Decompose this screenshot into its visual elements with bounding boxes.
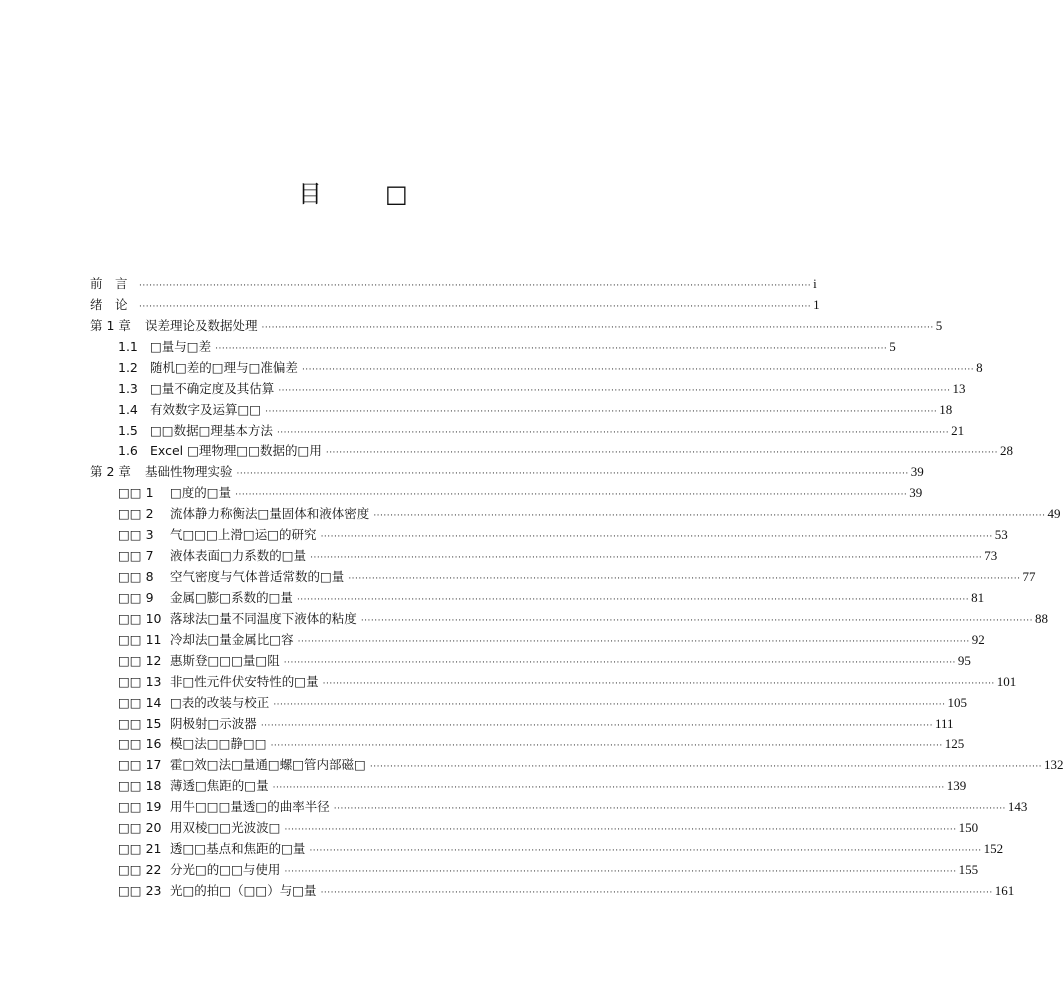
toc-entry[interactable] (118, 672, 1017, 692)
toc-entry-title: 落球法□量不同温度下液体的粘度 (170, 610, 357, 626)
toc-leader-dots: ········································································································································································································ (320, 887, 993, 898)
toc-leader-dots: ········································································································································································································ (270, 741, 943, 752)
toc-entry-number: 绪 论 (90, 296, 128, 312)
toc-entry[interactable] (118, 609, 1048, 629)
toc-entry-number: 1.1 (118, 338, 138, 354)
toc-entry[interactable] (118, 421, 965, 441)
toc-entry-title: 用双棱□□光波波□ (170, 820, 281, 836)
toc-entry[interactable] (118, 358, 983, 378)
toc-entry-page: 125 (944, 736, 965, 752)
toc-entry-number: □□ 10 (118, 610, 162, 626)
toc-entry-page: 81 (971, 589, 985, 605)
toc-entry-page: 132 (1044, 757, 1064, 773)
toc-entry[interactable] (118, 776, 967, 796)
toc-entry-title: □量与□差 (150, 338, 212, 354)
toc-entry-number: □□ 20 (118, 820, 162, 836)
toc-entry-number: □□ 14 (118, 694, 162, 710)
toc-entry-title: □度的□量 (170, 485, 232, 501)
toc-entry[interactable] (118, 483, 923, 503)
toc-entry-title: 惠斯登□□□量□阻 (170, 652, 280, 668)
toc-entry-title: 模□法□□静□□ (170, 736, 267, 752)
toc-entry-page: 139 (946, 778, 967, 794)
toc-leader-dots: ········································································································································································································ (273, 699, 946, 710)
toc-entry-page: 101 (996, 673, 1017, 689)
toc-leader-dots: ········································································································································································································ (261, 322, 934, 333)
toc-entry-title: 液体表面□力系数的□量 (170, 548, 307, 564)
toc-entry[interactable] (118, 525, 1008, 545)
toc-entry-number: □□ 19 (118, 799, 162, 815)
toc-entry[interactable] (90, 274, 817, 294)
toc-entry[interactable] (118, 379, 966, 399)
toc-leader-dots: ········································································································································································································ (278, 385, 951, 396)
toc-entry-title: 用牛□□□量透□的曲率半径 (170, 799, 330, 815)
toc-leader-dots: ········································································································································································································ (236, 469, 909, 480)
toc-entry-number: □□ 13 (118, 673, 162, 689)
toc-entry-number: □□ 2 (118, 506, 154, 522)
toc-entry-number: 1.4 (118, 401, 138, 417)
toc-entry-title: 金属□膨□系数的□量 (170, 589, 293, 605)
toc-entry-page: 8 (976, 359, 983, 375)
toc-entry-number: □□ 22 (118, 862, 162, 878)
toc-entry[interactable] (118, 504, 1061, 524)
toc-entry-title: 气□□□上滑□运□的研究 (170, 527, 317, 543)
toc-leader-dots: ········································································································································································································ (139, 301, 812, 312)
toc-entry-title: 霍□效□法□量通□螺□管内部磁□ (170, 757, 366, 773)
toc-entry-title: □量不确定度及其估算 (150, 380, 275, 396)
toc-entry-title: □表的改装与校正 (170, 694, 270, 710)
toc-entry-page: 150 (958, 820, 979, 836)
toc-entry-title: Excel □理物理□□数据的□用 (150, 443, 322, 459)
toc-entry-number: □□ 8 (118, 569, 154, 585)
toc-entry-number: 1.3 (118, 380, 138, 396)
toc-entry-page: 53 (994, 527, 1008, 543)
toc-entry-number: 前 言 (90, 276, 128, 291)
toc-entry[interactable] (118, 818, 979, 838)
toc-entry-number: 第 1 章 (90, 317, 131, 333)
toc-entry-title: 流体静力称衡法□量固体和液体密度 (170, 506, 370, 522)
toc-entry-page: 21 (951, 422, 965, 438)
toc-leader-dots: ········································································································································································································ (310, 553, 983, 564)
toc-entry-page: 111 (934, 715, 954, 731)
toc-leader-dots: ········································································································································································································ (283, 657, 956, 668)
toc-leader-dots: ········································································································································································································ (297, 636, 970, 647)
toc-entry[interactable] (118, 588, 985, 608)
toc-entry-page: 143 (1007, 799, 1028, 815)
toc-leader-dots: ········································································································································································································ (265, 406, 938, 417)
toc-entry-number: □□ 9 (118, 589, 154, 605)
toc-entry-title: 基础性物理实验 (145, 464, 233, 480)
toc-entry-title: 光□的拍□（□□）与□量 (170, 882, 317, 898)
toc-leader-dots: ········································································································································································································ (325, 448, 998, 459)
toc-leader-dots: ········································································································································································································ (322, 678, 995, 689)
toc-entry[interactable] (118, 839, 1004, 859)
toc-entry[interactable] (90, 462, 924, 482)
toc-leader-dots: ········································································································································································································ (235, 490, 908, 501)
toc-entry-number: □□ 3 (118, 527, 154, 543)
toc-entry-page: 88 (1034, 610, 1048, 626)
toc-entry-page: 28 (1000, 443, 1013, 459)
toc-entry[interactable] (118, 693, 967, 713)
toc-entry-title: 误差理论及数据处理 (145, 317, 258, 333)
toc-leader-dots: ········································································································································································································ (284, 867, 957, 878)
toc-entry-page: 73 (984, 548, 998, 564)
toc-entry-number: □□ 23 (118, 882, 162, 898)
toc-entry[interactable] (118, 714, 954, 734)
toc-entry[interactable] (118, 400, 953, 420)
toc-leader-dots: ········································································································································································································ (360, 615, 1033, 626)
toc-entry-page: 39 (909, 485, 923, 501)
toc-entry-number: □□ 12 (118, 652, 162, 668)
toc-entry[interactable] (118, 860, 979, 880)
toc-entry-page: 92 (971, 631, 985, 647)
toc-entry-page: 77 (1022, 569, 1036, 585)
toc-entry[interactable] (118, 337, 896, 357)
toc-leader-dots: ········································································································································································································ (296, 594, 970, 605)
toc-entry-page: 39 (910, 464, 924, 480)
toc-entry-number: □□ 7 (118, 548, 154, 564)
toc-entry-page: 155 (958, 862, 979, 878)
toc-entry-title: 有效数字及运算□□ (150, 401, 262, 417)
toc-entry-title: 非□性元件伏安特性的□量 (170, 673, 319, 689)
toc-entry-title: 冷却法□量金属比□容 (170, 631, 294, 647)
toc-entry-page: 5 (889, 338, 896, 354)
toc-leader-dots: ········································································································································································································ (284, 825, 957, 836)
toc-entry-title: 薄透□焦距的□量 (170, 778, 269, 794)
toc-entry[interactable] (118, 734, 965, 754)
toc-entry-page: 13 (952, 380, 966, 396)
page-title-char-1: 目 (298, 180, 322, 208)
page-title (0, 178, 706, 214)
toc-entry[interactable] (90, 295, 820, 315)
toc-leader-dots: ········································································································································································································ (348, 574, 1021, 585)
toc-entry[interactable] (118, 651, 971, 671)
toc-entry[interactable] (118, 567, 1036, 587)
toc-entry[interactable] (118, 797, 1028, 817)
toc-leader-dots: ········································································································································································································ (369, 762, 1043, 773)
toc-entry[interactable] (118, 630, 985, 650)
toc-entry-page: 161 (994, 882, 1015, 898)
toc-leader-dots: ········································································································································································································ (301, 364, 975, 375)
toc-entry-page: 1 (813, 296, 820, 312)
toc-entry-title: 透□□基点和焦距的□量 (170, 841, 306, 857)
toc-entry[interactable] (118, 546, 998, 566)
toc-entry[interactable] (118, 441, 1013, 461)
toc-entry-number: □□ 16 (118, 736, 162, 752)
toc-entry-number: □□ 17 (118, 757, 162, 773)
toc-leader-dots: ········································································································································································································ (373, 511, 1046, 522)
toc-entry[interactable] (118, 755, 1064, 775)
toc-entry-page: 18 (939, 401, 953, 417)
toc-leader-dots: ········································································································································································································ (215, 343, 888, 354)
toc-entry-number: 1.2 (118, 359, 138, 375)
toc-entry-number: □□ 11 (118, 631, 162, 647)
toc-entry-page: 49 (1047, 506, 1061, 522)
toc-entry-number: □□ 15 (118, 715, 162, 731)
toc-entry-number: □□ 1 (118, 485, 154, 501)
toc-entry-title: 分光□的□□与使用 (170, 862, 281, 878)
toc-entry-number: 第 2 章 (90, 464, 131, 480)
page-title-char-2: □ (385, 180, 408, 208)
toc-leader-dots: ········································································································································································································ (272, 783, 945, 794)
toc-entry-page: 95 (957, 652, 971, 668)
toc-entry[interactable] (90, 316, 943, 336)
toc-entry-title: 阴极射□示波器 (170, 715, 257, 731)
toc-entry-page: 5 (935, 317, 943, 333)
toc-entry-number: 1.5 (118, 422, 138, 438)
toc-leader-dots: ········································································································································································································ (260, 720, 933, 731)
toc-entry-page: 105 (947, 694, 967, 710)
toc-entry-number: 1.6 (118, 443, 138, 459)
toc-entry-number: □□ 21 (118, 841, 162, 857)
toc-entry-number: □□ 18 (118, 778, 162, 794)
toc-leader-dots: ········································································································································································································ (276, 427, 950, 438)
toc-leader-dots: ········································································································································································································ (333, 804, 1006, 815)
toc-entry-page: 152 (983, 841, 1004, 857)
toc-leader-dots: ········································································································································································································ (320, 532, 993, 543)
toc-entry[interactable] (118, 881, 1015, 901)
toc-leader-dots: ········································································································································································································ (139, 281, 812, 291)
toc-leader-dots: ········································································································································································································ (309, 846, 982, 857)
toc-entry-title: 随机□差的□理与□准偏差 (150, 359, 298, 375)
toc-entry-title: 空气密度与气体普适常数的□量 (170, 569, 345, 585)
toc-entry-title: □□数据□理基本方法 (150, 422, 273, 438)
toc-entry-page: i (813, 276, 817, 291)
